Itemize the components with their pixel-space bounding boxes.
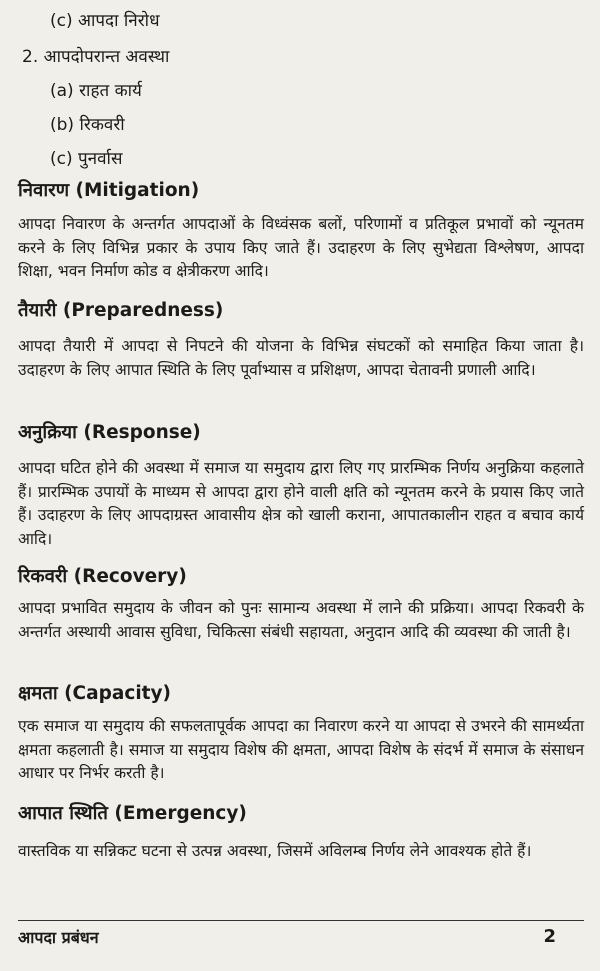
page-number: 2 — [543, 926, 556, 947]
list-item-post-disaster-phase: 2. आपदोपरान्त अवस्था — [22, 47, 170, 67]
section-body-mitigation: आपदा निवारण के अन्तर्गत आपदाओं के विध्वंसक बलों, परिणामों व प्रतिकूल प्रभावों को न्यूनतम करने के लिए विभिन्न प्रकार के उपाय किए जाते हैं। उदाहरण के लिए सुभेद्यता विश्लेषण, आपदा शिक्षा, भवन निर्माण कोड व क्षेत्रीकरण आदि। — [18, 215, 584, 280]
section-heading-mitigation: निवारण (Mitigation) — [18, 180, 200, 201]
section-heading-response: अनुक्रिया (Response) — [18, 422, 201, 443]
section-heading-preparedness: तैयारी (Preparedness) — [18, 300, 224, 321]
section-heading-emergency: आपात स्थिति (Emergency) — [18, 803, 247, 824]
list-item-c-prevention: (c) आपदा निरोध — [50, 11, 160, 31]
section-heading-recovery: रिकवरी (Recovery) — [18, 566, 187, 587]
footer-divider — [18, 920, 584, 921]
section-body-capacity: एक समाज या समुदाय की सफलतापूर्वक आपदा का निवारण करने या आपदा से उभरने की सामर्थ्यता क्षमता कहलाती है। समाज या समुदाय विशेष की क्षमता, आपदा विशेष के संदर्भ में समाज के संसाधन आधार पर निर्भर करती है। — [18, 717, 584, 782]
list-item-relief-work: (a) राहत कार्य — [50, 81, 142, 101]
list-item-rehabilitation: (c) पुनर्वास — [50, 149, 123, 169]
section-body-recovery: आपदा प्रभावित समुदाय के जीवन को पुनः सामान्य अवस्था में लाने की प्रक्रिया। आपदा रिकवरी के अन्तर्गत अस्थायी आवास सुविधा, चिकित्सा संबंधी सहायता, अनुदान आदि की व्यवस्था की जाती है। — [18, 599, 584, 641]
footer-book-title: आपदा प्रबंधन — [18, 928, 99, 947]
list-item-recovery: (b) रिकवरी — [50, 115, 125, 135]
section-body-preparedness: आपदा तैयारी में आपदा से निपटने की योजना के विभिन्न संघटकों को समाहित किया जाता है। उदाहरण के लिए आपात स्थिति के लिए पूर्वाभ्यास व प्रशिक्षण, आपदा चेतावनी प्रणाली आदि। — [18, 337, 584, 379]
section-heading-capacity: क्षमता (Capacity) — [18, 683, 172, 704]
section-body-emergency: वास्तविक या सन्निकट घटना से उत्पन्न अवस्था, जिसमें अविलम्ब निर्णय लेने आवश्यक होते हैं। — [18, 842, 532, 860]
section-body-response: आपदा घटित होने की अवस्था में समाज या समुदाय द्वारा लिए गए प्रारम्भिक निर्णय अनुक्रिया कहलाते हैं। प्रारम्भिक उपायों के माध्यम से आपदा द्वारा होने वाली क्षति को न्यूनतम करने के प्रयास किए जाते हैं। उदाहरण के लिए आपदाग्रस्त आवासीय क्षेत्र को खाली कराना, आपातकालीन राहत व बचाव कार्य आदि। — [18, 459, 584, 548]
